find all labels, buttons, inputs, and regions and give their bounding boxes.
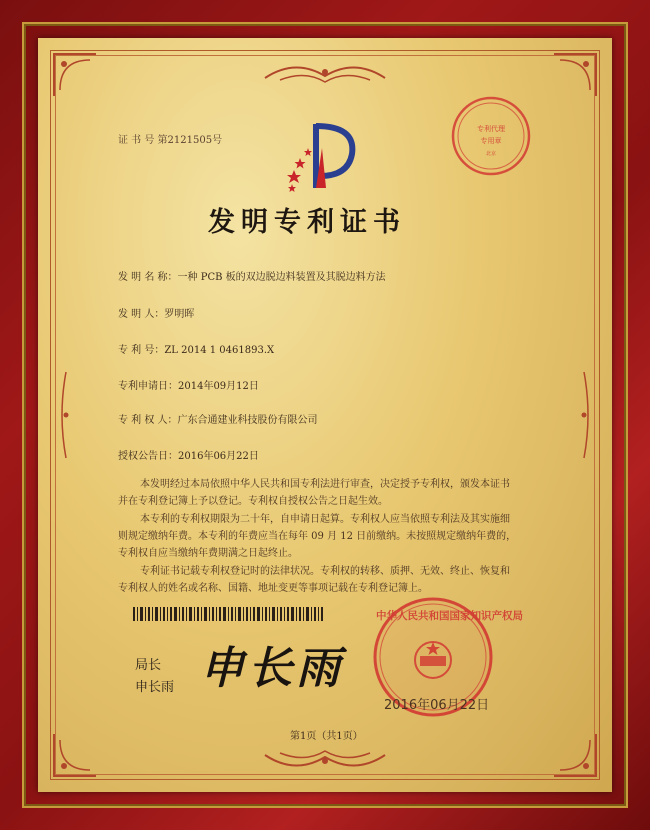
right-side-ornament bbox=[576, 370, 592, 460]
field-patent-number: 专 利 号：ZL 2014 1 0461893.X bbox=[118, 345, 275, 356]
top-center-ornament bbox=[260, 58, 390, 88]
seal-date: 2016年06月22日 bbox=[384, 698, 490, 713]
body-line-1: 本发明经过本局依照中华人民共和国专利法进行审查，决定授予专利权，颁发本证书 bbox=[140, 479, 510, 490]
certificate-title: 发明专利证书 bbox=[208, 207, 406, 238]
svg-text:北京: 北京 bbox=[485, 151, 497, 157]
barcode bbox=[133, 607, 323, 621]
corner-ornament-bottom-left bbox=[52, 732, 98, 778]
svg-text:专利代理: 专利代理 bbox=[477, 125, 505, 133]
corner-ornament-top-right bbox=[552, 52, 598, 98]
agency-stamp bbox=[450, 95, 532, 177]
field-inventor: 发 明 人：罗明晖 bbox=[118, 309, 195, 320]
body-line-4: 则规定缴纳年费。本专利的年费应当在每年 09 月 12 日前缴纳。未按照规定缴纳年费的， bbox=[118, 531, 517, 542]
left-side-ornament bbox=[58, 370, 74, 460]
official-seal-text: 中华人民共和国国家知识产权局 bbox=[376, 610, 523, 622]
field-invention-name: 发 明 名 称：一种 PCB 板的双边脱边料装置及其脱边料方法 bbox=[118, 272, 386, 283]
bottom-center-ornament bbox=[260, 745, 390, 775]
body-line-6: 专利证书记载专利权登记时的法律状况。专利权的转移、质押、无效、终止、恢复和 bbox=[140, 566, 510, 577]
body-line-7: 专利权人的姓名或名称、国籍、地址变更等事项记载在专利登记簿上。 bbox=[118, 583, 428, 594]
body-line-3: 本专利的专利权期限为二十年，自申请日起算。专利权人应当依照专利法及其实施细 bbox=[140, 514, 510, 525]
certificate-number: 证 书 号 第2121505号 bbox=[118, 135, 223, 146]
field-patentee: 专 利 权 人：广东合通建业科技股份有限公司 bbox=[118, 415, 318, 426]
field-filing-date: 专利申请日：2014年09月12日 bbox=[118, 381, 259, 392]
page-info: 第1页（共1页） bbox=[290, 731, 363, 742]
svg-text:专用章: 专用章 bbox=[480, 137, 502, 145]
field-grant-date: 授权公告日：2016年06月22日 bbox=[118, 451, 259, 462]
corner-ornament-top-left bbox=[52, 52, 98, 98]
director-signature: 申长雨 bbox=[200, 643, 344, 694]
director-title: 局长 bbox=[135, 658, 162, 673]
director-name: 申长雨 bbox=[135, 680, 175, 695]
body-line-2: 并在专利登记簿上予以登记。专利权自授权公告之日起生效。 bbox=[118, 496, 388, 507]
corner-ornament-bottom-right bbox=[552, 732, 598, 778]
sipo-logo-icon bbox=[286, 118, 366, 196]
body-line-5: 专利权自应当缴纳年费期满之日起终止。 bbox=[118, 548, 298, 559]
